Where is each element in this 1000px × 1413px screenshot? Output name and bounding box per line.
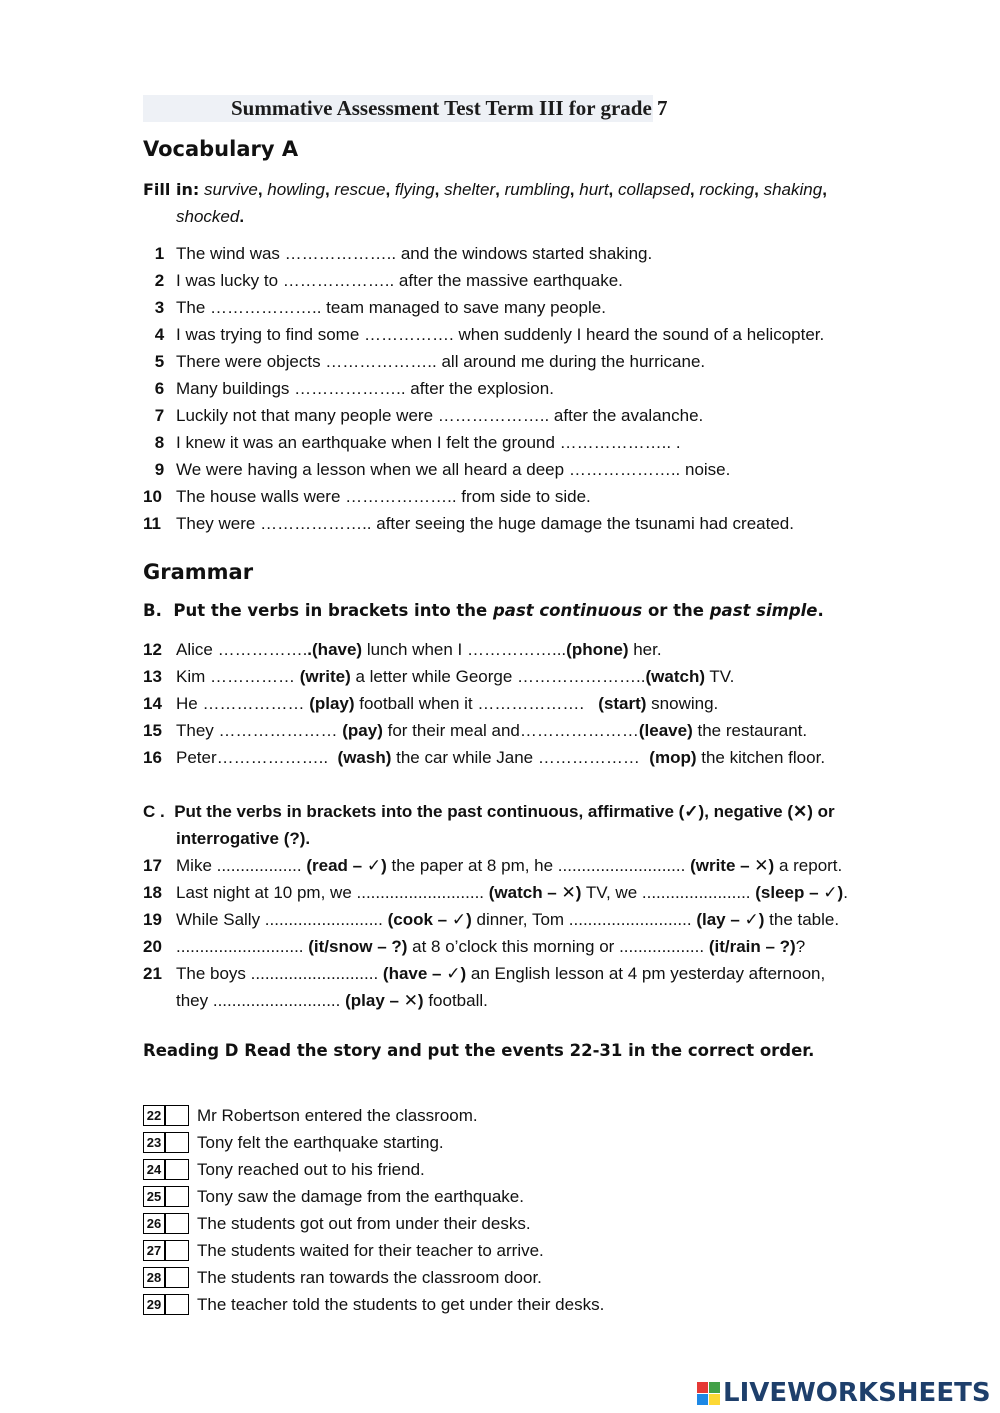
answer-box[interactable] bbox=[164, 1240, 189, 1261]
word-bank-item: shelter bbox=[444, 180, 496, 199]
page-title: Summative Assessment Test Term III for grade 7 bbox=[231, 96, 668, 120]
list-item: 18 Last night at 10 pm, we ........................... (watch – ✕) TV, we ....................... (sleep – ✓). bbox=[143, 882, 848, 902]
word-bank-item: flying bbox=[394, 180, 435, 199]
answer-box[interactable] bbox=[164, 1213, 189, 1234]
list-item: 27 The students waited for their teacher to arrive. bbox=[143, 1237, 604, 1264]
vocabulary-instructions bbox=[143, 176, 913, 230]
list-item: 20 ........................... (it/snow – ?) at 8 o’clock this morning or .................. (it/rain – ?)? bbox=[143, 936, 806, 956]
word-bank-item: survive bbox=[203, 180, 258, 199]
item-number: 29 bbox=[143, 1294, 165, 1315]
list-item: 23 Tony felt the earthquake starting. bbox=[143, 1129, 604, 1156]
word-bank-item: howling bbox=[267, 180, 325, 199]
logo-text: LIVEWORKSHEETS bbox=[723, 1378, 991, 1408]
list-item: 6 Many buildings ……………….. after the explosion. bbox=[154, 378, 554, 398]
answer-box[interactable] bbox=[164, 1294, 189, 1315]
list-item: 28 The students ran towards the classroom door. bbox=[143, 1264, 604, 1291]
item-number: 22 bbox=[143, 1105, 165, 1126]
answer-box[interactable] bbox=[164, 1267, 189, 1288]
word-bank-item: shocked bbox=[176, 207, 240, 226]
reading-list bbox=[143, 1102, 604, 1318]
list-item: 16 Peter……………….. (wash) the car while Jane ……………… (mop) the kitchen floor. bbox=[143, 747, 826, 767]
list-item: 7 Luckily not that many people were ……………….. after the avalanche. bbox=[154, 405, 704, 425]
list-item: 22 Mr Robertson entered the classroom. bbox=[143, 1102, 604, 1129]
list-item: 26 The students got out from under their desks. bbox=[143, 1210, 604, 1237]
word-bank-item: collapsed bbox=[618, 180, 690, 199]
item-number: 24 bbox=[143, 1159, 165, 1180]
item-number: 26 bbox=[143, 1213, 165, 1234]
list-item-continued: they ........................... (play – ✕) football. bbox=[176, 990, 488, 1010]
answer-box[interactable] bbox=[164, 1105, 189, 1126]
liveworksheets-logo-icon bbox=[697, 1382, 720, 1405]
item-number: 23 bbox=[143, 1132, 165, 1153]
list-item: 4 I was trying to find some ……………. when suddenly I heard the sound of a helicopter. bbox=[154, 324, 825, 344]
list-item: 24 Tony reached out to his friend. bbox=[143, 1156, 604, 1183]
logo-square bbox=[697, 1382, 708, 1393]
list-item: 15 They ………………… (pay) for their meal and…………………(leave) the restaurant. bbox=[143, 720, 808, 740]
list-item: 12 Alice ……………..(have) lunch when I ……………...(phone) her. bbox=[143, 639, 662, 659]
list-item: 10 The house walls were ……………….. from side to side. bbox=[143, 486, 591, 506]
logo-square bbox=[709, 1382, 720, 1393]
list-item: 9 We were having a lesson when we all heard a deep ……………….. noise. bbox=[154, 459, 731, 479]
fill-in-label: Fill in: bbox=[143, 180, 200, 199]
vocabulary-list bbox=[143, 240, 824, 537]
list-item: 3 The ……………….. team managed to save many people. bbox=[154, 297, 606, 317]
item-number: 27 bbox=[143, 1240, 165, 1261]
answer-box[interactable] bbox=[164, 1132, 189, 1153]
list-item: 2 I was lucky to ……………….. after the massive earthquake. bbox=[154, 270, 623, 290]
list-item: 8 I knew it was an earthquake when I felt the ground ……………….. . bbox=[154, 432, 681, 452]
word-bank-item: rescue bbox=[334, 180, 386, 199]
word-bank: survive, howling, rescue, flying, shelter, rumbling, hurt, collapsed, rocking, shaking, shocked. bbox=[143, 180, 827, 226]
section-c-instructions: C . Put the verbs in brackets into the past continuous, affirmative (✓), negative (✕) or interrogative (?). bbox=[143, 802, 835, 848]
word-bank-item: shaking bbox=[763, 180, 823, 199]
list-item: 11 They were ……………….. after seeing the huge damage the tsunami had created. bbox=[143, 513, 794, 533]
section-b-instructions: B. Put the verbs in brackets into the past continuous or the past simple. bbox=[143, 601, 824, 620]
word-bank-item: rumbling bbox=[504, 180, 570, 199]
logo-square bbox=[697, 1394, 708, 1405]
vocabulary-heading: Vocabulary A bbox=[143, 137, 299, 161]
list-item: 25 Tony saw the damage from the earthquake. bbox=[143, 1183, 604, 1210]
item-number: 25 bbox=[143, 1186, 165, 1207]
list-item: 21 The boys ........................... (have – ✓) an English lesson at 4 pm yesterday afternoon, bbox=[143, 963, 826, 983]
section-c-list bbox=[143, 852, 848, 1014]
list-item: 13 Kim …………… (write) a letter while George …………………..(watch) TV. bbox=[143, 666, 735, 686]
list-item: 19 While Sally ......................... (cook – ✓) dinner, Tom .......................... (lay – ✓) the table. bbox=[143, 909, 840, 929]
reading-heading: Reading D Read the story and put the events 22-31 in the correct order. bbox=[143, 1041, 815, 1060]
list-item: 5 There were objects ……………….. all around me during the hurricane. bbox=[154, 351, 706, 371]
word-bank-item: rocking bbox=[699, 180, 755, 199]
word-bank-item: hurt bbox=[579, 180, 609, 199]
answer-box[interactable] bbox=[164, 1186, 189, 1207]
list-item: 14 He ……………… (play) football when it ………………. (start) snowing. bbox=[143, 693, 719, 713]
logo-square bbox=[709, 1394, 720, 1405]
liveworksheets-logo bbox=[697, 1378, 991, 1408]
answer-box[interactable] bbox=[164, 1159, 189, 1180]
grammar-heading: Grammar bbox=[143, 560, 254, 584]
list-item: 29 The teacher told the students to get under their desks. bbox=[143, 1291, 604, 1318]
list-item: 1 The wind was ……………….. and the windows started shaking. bbox=[154, 243, 653, 263]
cross-icon: ✕ bbox=[793, 802, 808, 821]
item-number: 28 bbox=[143, 1267, 165, 1288]
section-b-list bbox=[143, 636, 825, 771]
tick-icon: ✓ bbox=[684, 802, 699, 821]
list-item: 17 Mike .................. (read – ✓) the paper at 8 pm, he ........................... (write – ✕) a report. bbox=[143, 855, 843, 875]
